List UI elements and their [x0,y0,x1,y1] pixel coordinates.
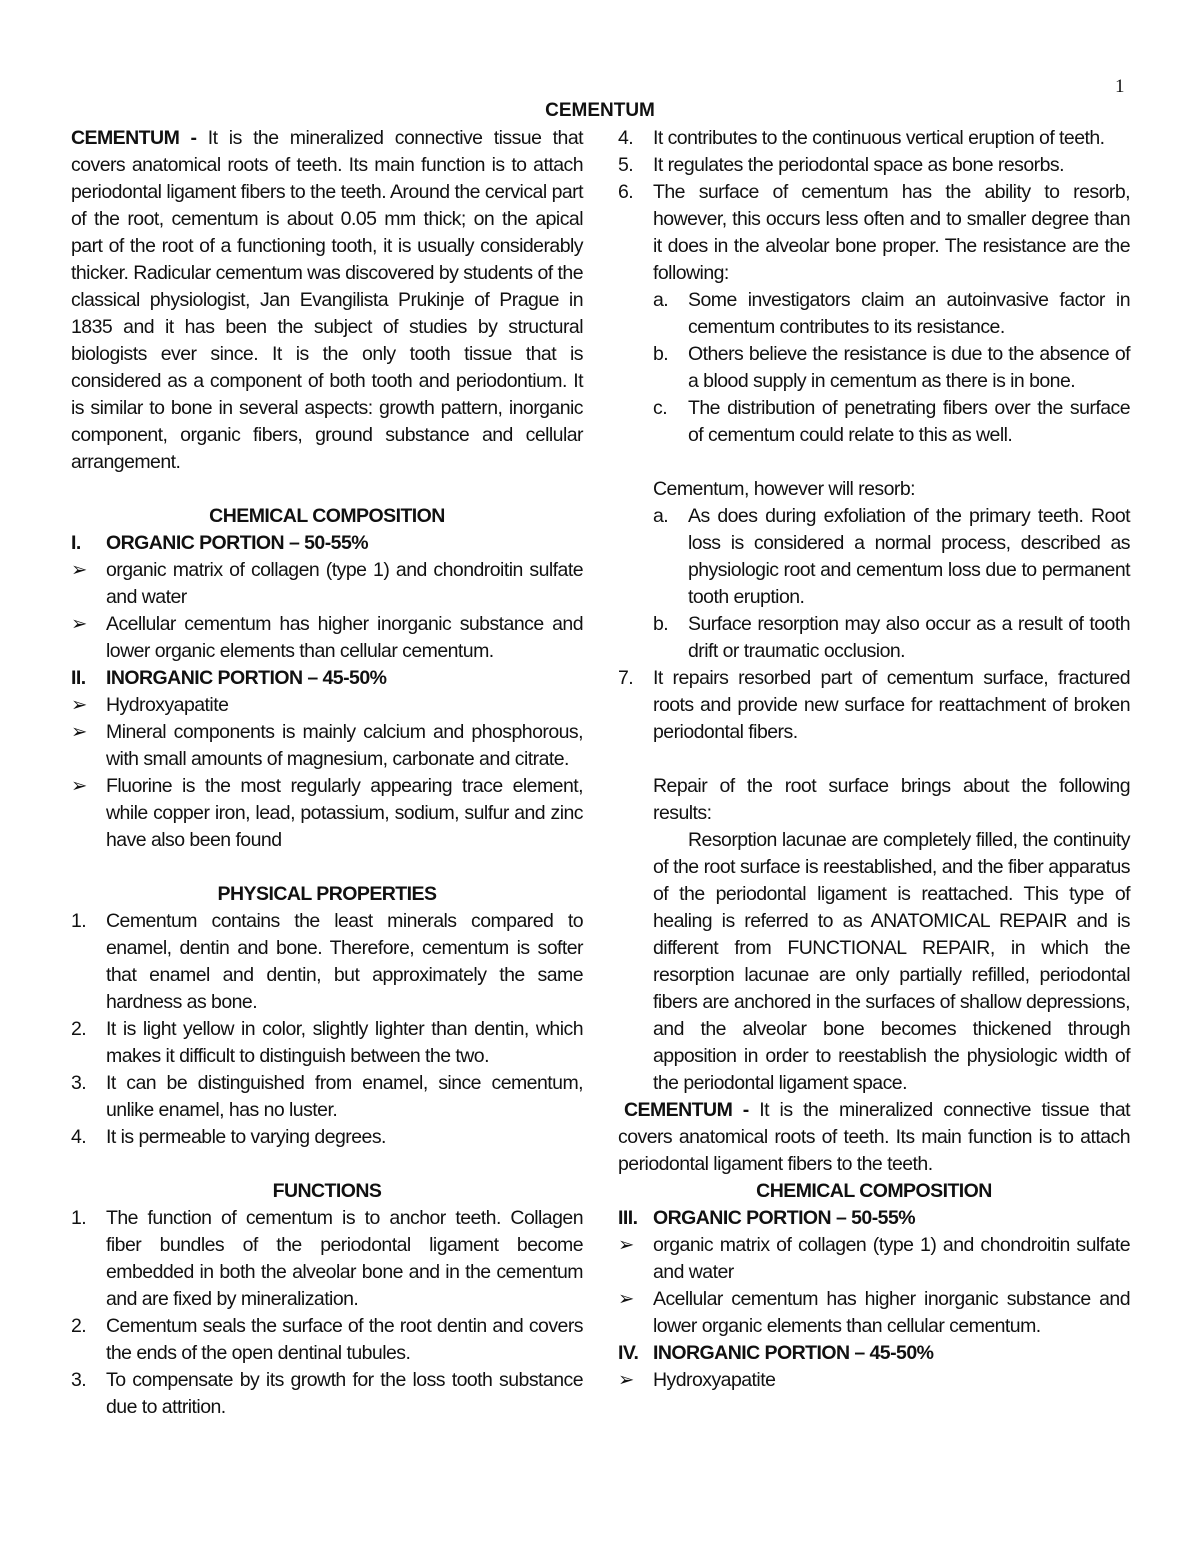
arrow-bullet-icon: ➢ [71,775,87,797]
intro-text: It is the mineralized connective tissue that covers anatomical roots of teeth. Its main function is to attach periodontal ligament fibers to the teeth. Around the cervical part of the root, cementum is about 0.05 mm thick; on the apical part of the root of a functioning tooth, it is usually considerably thicker. Radicular cementum was discovered by students of the classical physiologist, Jan Evangilista Prukinje of Prague in 1835 and it has been the subject of studies by structural biologists ever since. It is the only tooth tissue that is considered as a component of both tooth and periodontium. It is similar to bone in several aspects: growth pattern, inorganic component, organic fibers, ground substance and cellular arrangement. [71,127,584,473]
arrow-bullet-icon: ➢ [71,559,87,581]
list-item: ➢ Acellular cementum has higher inorganic substance and lower organic elements than cellular cementum. [618,1286,1130,1340]
intro-label: CEMENTUM - [71,127,208,149]
list-item: 3. It can be distinguished from enamel, since cementum, unlike enamel, has no luster. [71,1072,583,1121]
organic-portion-heading: I. ORGANIC PORTION – 50-55% [71,532,369,554]
list-item: 3. To compensate by its growth for the loss tooth substance due to attrition. [71,1369,583,1418]
inorganic-portion-heading: IV. INORGANIC PORTION – 45-50% [618,1342,934,1364]
sub-list-item: b. Surface resorption may also occur as a result of tooth drift or traumatic occlusion. [653,613,1130,662]
list-item: 7. It repairs resorbed part of cementum surface, fractured roots and provide new surface for reattachment of broken periodontal fibers. [618,667,1130,743]
sub-list-item: b. Others believe the resistance is due to the absence of a blood supply in cementum as there is in bone. [653,343,1130,392]
intro-paragraph [71,125,583,476]
sub-list-item: c. The distribution of penetrating fibers over the surface of cementum could relate to this as well. [653,397,1130,446]
list-item: ➢ Hydroxyapatite [71,692,583,719]
arrow-bullet-icon: ➢ [618,1234,634,1256]
list-item: 2. Cementum seals the surface of the root dentin and covers the ends of the open dentinal tubules. [71,1315,583,1364]
organic-portion-heading: III. ORGANIC PORTION – 50-55% [618,1207,916,1229]
arrow-bullet-icon: ➢ [71,613,87,635]
repair-lead: Repair of the root surface brings about the following results: [653,775,1130,824]
list-item: 2. It is light yellow in color, slightly lighter than dentin, which makes it difficult to distinguish between the two. [71,1018,583,1067]
list-item: ➢ Acellular cementum has higher inorganic substance and lower organic elements than cellular cementum. [71,611,583,665]
chemical-composition-heading: CHEMICAL COMPOSITION [209,505,445,527]
list-item: 6. The surface of cementum has the ability to resorb, however, this occurs less often and to smaller degree than it does in the alveolar bone proper. The resistance are the following: [618,181,1130,284]
resorb-lead: Cementum, however will resorb: [653,478,916,500]
list-item: 4. It contributes to the continuous vertical eruption of teeth. [618,127,1105,149]
intro-label: CEMENTUM - [624,1099,760,1121]
list-item: ➢ organic matrix of collagen (type 1) and chondroitin sulfate and water [71,557,583,611]
list-item: ➢ Fluorine is the most regularly appearing trace element, while copper iron, lead, potassium, sodium, sulfur and zinc have also been found [71,773,583,854]
list-item: 5. It regulates the periodontal space as bone resorbs. [618,154,1064,176]
list-item: 1. The function of cementum is to anchor teeth. Collagen fiber bundles of the periodontal ligament become embedded in both the alveolar bone and in the cementum and are fixed by mineralization. [71,1207,583,1310]
list-item: ➢ Hydroxyapatite [618,1367,1130,1394]
left-column [71,125,583,1421]
arrow-bullet-icon: ➢ [71,694,87,716]
list-item: ➢ organic matrix of collagen (type 1) and chondroitin sulfate and water [618,1232,1130,1286]
arrow-bullet-icon: ➢ [618,1288,634,1310]
repair-paragraph: Resorption lacunae are completely filled, the continuity of the root surface is reestablished, and the fiber apparatus of the periodontal ligament is reattached. This type of healing is referred to as ANATOMICAL REPAIR and is different from FUNCTIONAL REPAIR, in which the resorption lacunae are only partially refilled, periodontal fibers are anchored in the surfaces of shallow depressions, and the alveolar bone becomes thickened through apposition in order to reestablish the physiologic width of the periodontal ligament space. [653,829,1130,1094]
page-number: 1 [1115,76,1125,97]
arrow-bullet-icon: ➢ [71,721,87,743]
functions-heading: FUNCTIONS [272,1180,382,1202]
arrow-bullet-icon: ➢ [618,1369,634,1391]
sub-list-item: a. As does during exfoliation of the primary teeth. Root loss is considered a normal process, described as physiologic root and cementum loss due to permanent tooth eruption. [653,505,1130,608]
chemical-composition-heading: CHEMICAL COMPOSITION [756,1180,992,1202]
physical-properties-heading: PHYSICAL PROPERTIES [217,883,437,905]
sub-list-item: a. Some investigators claim an autoinvasive factor in cementum contributes to its resistance. [653,289,1130,338]
intro-text: It is the mineralized connective tissue that covers anatomical roots of teeth. Its main function is to attach periodontal ligament fibers to the teeth. [618,1099,1131,1175]
list-item: 4. It is permeable to varying degrees. [71,1126,386,1148]
intro-paragraph-repeat [618,1097,1130,1178]
inorganic-portion-heading: II. INORGANIC PORTION – 45-50% [71,667,387,689]
list-item: ➢ Mineral components is mainly calcium and phosphorous, with small amounts of magnesium, carbonate and citrate. [71,719,583,773]
page-title: CEMENTUM [545,100,655,121]
right-column [618,125,1130,1394]
list-item: 1. Cementum contains the least minerals compared to enamel, dentin and bone. Therefore, cementum is softer that enamel and dentin, but approximately the same hardness as bone. [71,910,583,1013]
